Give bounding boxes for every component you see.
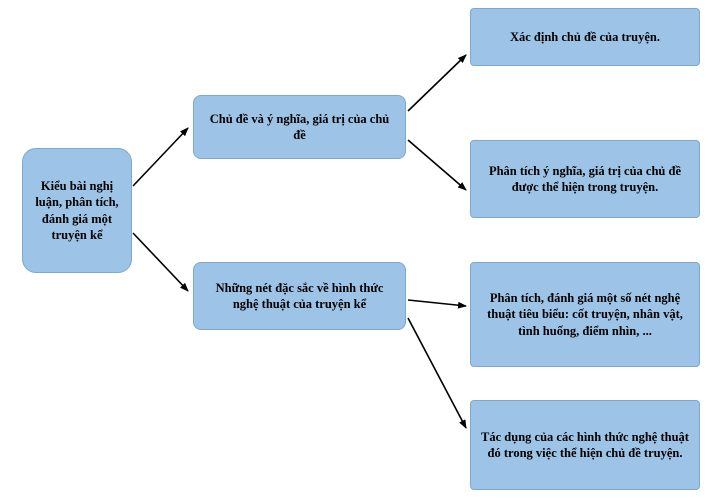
node-leaf-analyze-art-label: Phân tích, đánh giá một số nét nghệ thuật tiêu biểu: cốt truyện, nhân vật, tình huống, điểm nhìn, ... (487, 290, 683, 338)
node-root (22, 148, 132, 273)
edge-branch1-leaf1 (408, 55, 466, 111)
node-branch-theme (193, 95, 406, 159)
edge-branch2-leaf4 (408, 318, 466, 428)
edge-branch1-leaf2 (408, 140, 466, 190)
edge-root-branch2 (133, 233, 188, 291)
node-leaf-analyze-meaning-label: Phân tích ý nghĩa, giá trị của chủ đề được thể hiện trong truyện. (488, 163, 682, 194)
node-branch-artform (193, 262, 406, 330)
node-branch-artform-label: Những nét đặc sắc về hình thức nghệ thuật của truyện kể (215, 280, 384, 311)
node-branch-theme-label: Chủ đề và ý nghĩa, giá trị của chủ đề (209, 111, 390, 142)
node-leaf-art-effect-label: Tác dụng của các hình thức nghệ thuật đó trong việc thể hiện chủ đề truyện. (481, 429, 689, 460)
node-leaf-analyze-meaning (470, 140, 700, 218)
edge-root-branch1 (133, 128, 188, 186)
node-root-label: Kiểu bài nghị luận, phân tích, đánh giá một truyện kể (35, 178, 119, 242)
node-leaf-art-effect (470, 400, 700, 490)
edge-branch2-leaf3 (408, 300, 466, 306)
node-leaf-analyze-art (470, 262, 700, 367)
node-leaf-identify-theme (470, 8, 700, 66)
node-leaf-identify-theme-label: Xác định chủ đề của truyện. (509, 29, 661, 44)
